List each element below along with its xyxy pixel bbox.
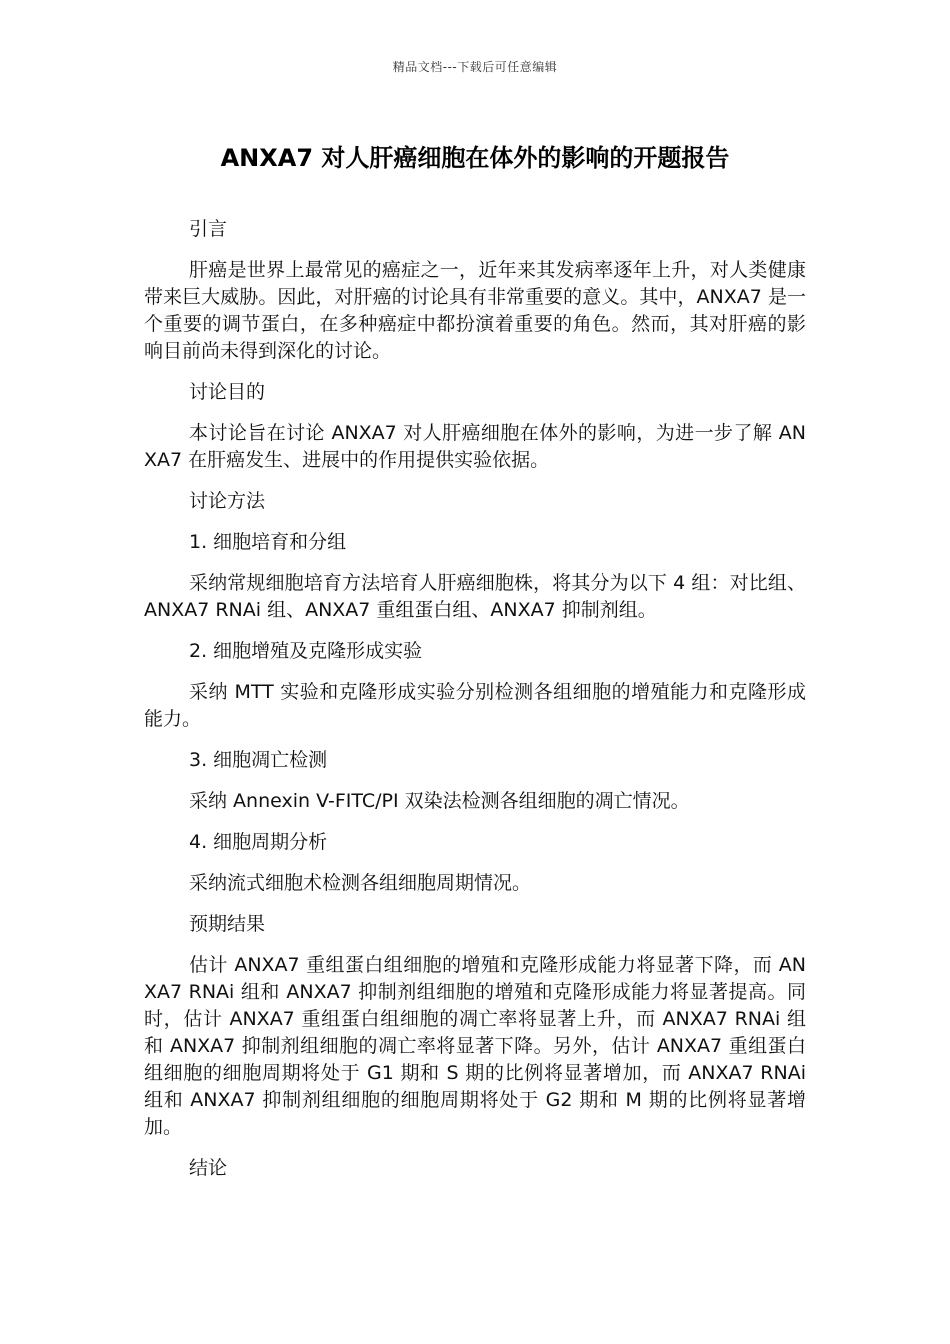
section-heading-purpose: 讨论目的 [189, 381, 266, 403]
subheading-proliferation: 2. 细胞增殖及克隆形成实验 [189, 640, 423, 662]
section-heading-conclusion: 结论 [189, 1157, 228, 1179]
paragraph-cell-cycle: 采纳流式细胞术检测各组细胞周期情况。 [189, 872, 532, 894]
paragraph-purpose: 本讨论旨在讨论 ANXA7 对人肝癌细胞在体外的影响，为进一步了解 ANXA7 在肝癌发生、进展中的作用提供实验依据。 [144, 422, 806, 471]
paragraph-introduction: 肝癌是世界上最常见的癌症之一，近年来其发病率逐年上升，对人类健康带来巨大威胁。因此，对肝癌的讨论具有非常重要的意义。其中，ANXA7 是一个重要的调节蛋白，在多种癌症中都扮演着重要的角色。然而，其对肝癌的影响目前尚未得到深化的讨论。 [144, 259, 806, 362]
subheading-apoptosis: 3. 细胞凋亡检测 [189, 749, 328, 771]
section-heading-expected-results: 预期结果 [189, 913, 266, 935]
paragraph-expected-results: 估计 ANXA7 重组蛋白组细胞的增殖和克隆形成能力将显著下降，而 ANXA7 RNAi 组和 ANXA7 抑制剂组细胞的增殖和克隆形成能力将显著提高。同时，估计 ANXA7 重组蛋白组细胞的凋亡率将显著上升，而 ANXA7 RNAi 组和 ANXA7 抑制剂组细胞的凋亡率将显著下降。另外，估计 ANXA7 重组蛋白组细胞的细胞周期将处于 G1 期和 S 期的比例将显著增加，而 ANXA7 RNAi 组和 ANXA7 抑制剂组细胞的细胞周期将处于 G2 期和 M 期的比例将显著增加。 [144, 954, 806, 1138]
subheading-cell-culture: 1. 细胞培育和分组 [189, 531, 347, 553]
section-heading-methods: 讨论方法 [189, 490, 266, 512]
subheading-cell-cycle: 4. 细胞周期分析 [189, 831, 328, 853]
page-title: ANXA7 对人肝癌细胞在体外的影响的开题报告 [220, 144, 730, 172]
paragraph-proliferation: 采纳 MTT 实验和克隆形成实验分别检测各组细胞的增殖能力和克隆形成能力。 [144, 681, 806, 730]
paragraph-apoptosis: 采纳 Annexin V-FITC/PI 双染法检测各组细胞的凋亡情况。 [189, 790, 690, 812]
section-heading-introduction: 引言 [189, 218, 228, 240]
header-note: 精品文档---下载后可任意编辑 [392, 60, 558, 74]
paragraph-cell-culture: 采纳常规细胞培育方法培育人肝癌细胞株，将其分为以下 4 组：对比组、ANXA7 RNAi 组、ANXA7 重组蛋白组、ANXA7 抑制剂组。 [144, 572, 806, 621]
document-body [144, 216, 806, 1196]
